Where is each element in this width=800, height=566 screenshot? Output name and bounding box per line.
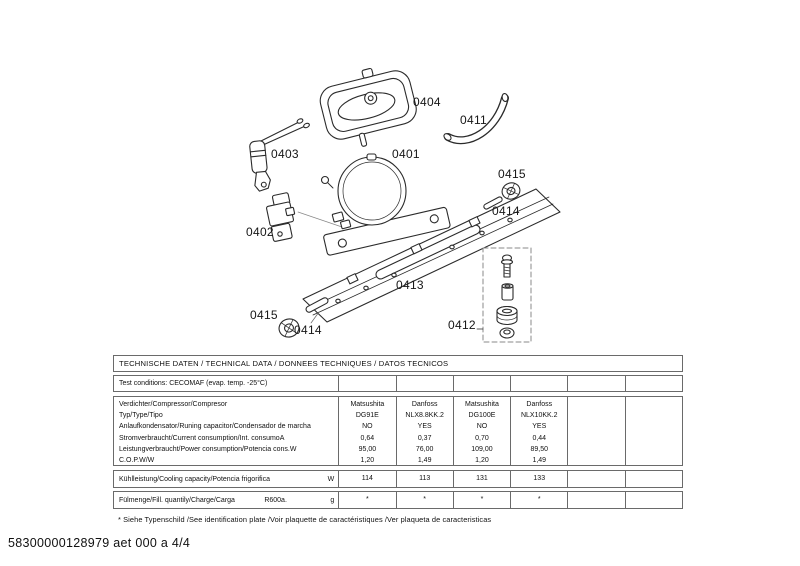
table-cell: 0,70	[475, 434, 489, 442]
table-column-3	[453, 397, 510, 465]
table-cell	[626, 421, 682, 432]
table-cell	[568, 421, 624, 432]
cooling-capacity-label: Kühlleistung/Cooling capacity/Potencia frigorifica	[119, 475, 270, 483]
table-cell: *	[423, 496, 427, 503]
table-cell: 1,20	[360, 456, 375, 464]
table-title: TECHNISCHE DATEN / TECHNICAL DATA / DONNEES TECHNIQUES / DATOS TECNICOS	[119, 358, 449, 368]
table-cell: NLX10KK.2	[520, 412, 558, 420]
fill-unit: g	[330, 496, 335, 504]
part-label-0415b: 0415	[250, 308, 278, 322]
table-cell	[568, 443, 624, 454]
table-cell: 1,49	[532, 456, 547, 464]
table-cell: 131	[476, 475, 488, 482]
refrigerant-type: R600a.	[264, 496, 287, 504]
row-label: Stromverbraucht/Current consumption/Int. consumo A	[119, 434, 285, 442]
table-cell: *	[480, 496, 484, 503]
technical-data-table	[113, 355, 683, 523]
table-cell	[625, 376, 682, 391]
table-cell: NLX8.8KK.2	[405, 412, 444, 420]
table-cell: 109,00	[471, 445, 493, 453]
row-label-column	[114, 397, 338, 465]
table-cell: 0,64	[360, 434, 375, 442]
table-cell	[453, 376, 510, 391]
test-conditions-box	[113, 375, 683, 392]
table-cell	[626, 454, 682, 465]
table-cell: Danfoss	[526, 401, 553, 408]
table-cell: 0,37	[417, 434, 432, 442]
cooling-unit: W	[327, 475, 335, 483]
table-cell: *	[366, 496, 369, 503]
table-cell	[510, 376, 567, 391]
part-label-0413: 0413	[396, 278, 424, 292]
part-label-0415: 0415	[498, 167, 526, 181]
table-column-2	[396, 397, 453, 465]
table-cell: NO	[476, 423, 488, 431]
part-label-0403: 0403	[271, 147, 299, 161]
evaporation-tray-icon	[315, 60, 422, 154]
part-label-0411: 0411	[460, 113, 488, 127]
part-label-0404: 0404	[413, 95, 441, 109]
fill-quantity-row	[113, 491, 683, 509]
table-cell	[626, 399, 682, 410]
row-label: Verdichter/Compressor/Compresor	[119, 401, 228, 408]
table-cell	[568, 399, 624, 410]
table-cell: Danfoss	[411, 401, 438, 408]
part-label-0412: 0412	[448, 318, 476, 332]
table-cell: 113	[419, 475, 431, 482]
document-id: 58300000128979 aet 000 a 4/4	[8, 536, 191, 550]
table-cell: 133	[533, 475, 546, 482]
part-label-0414: 0414	[492, 204, 520, 218]
row-label: Leistungverbraucht/Power consumption/Potencia cons. W	[119, 445, 297, 453]
table-cell	[626, 432, 682, 443]
table-cell: 1,20	[475, 456, 489, 464]
table-cell	[396, 376, 453, 391]
mounting-rail-icon	[303, 189, 560, 322]
table-column-4	[510, 397, 567, 465]
table-cell	[626, 443, 682, 454]
row-label: Typ/Type/Tipo	[119, 412, 163, 420]
table-column-6	[625, 397, 682, 465]
mounting-kit-icon	[477, 248, 531, 342]
table-cell	[626, 410, 682, 421]
table-cell: 76,00	[415, 445, 434, 453]
table-cell: DG100E	[468, 412, 496, 420]
table-title-box	[113, 355, 683, 372]
table-cell: *	[537, 496, 541, 503]
table-cell: DG91E	[355, 412, 379, 420]
row-label: C.O.P. W/W	[119, 456, 155, 464]
table-column-5	[567, 397, 624, 465]
table-cell: 1,49	[417, 456, 432, 464]
part-label-0414b: 0414	[294, 323, 322, 337]
table-cell	[568, 454, 624, 465]
table-footnote: * Siehe Typenschild /See identification plate /Voir plaquette de caractéristiques /Ver plaqueta de caracteristicas	[118, 515, 492, 524]
part-label-0401: 0401	[392, 147, 420, 161]
part-label-0402: 0402	[246, 225, 274, 239]
table-cell	[568, 410, 624, 421]
table-cell	[338, 376, 395, 391]
table-cell: 89,50	[530, 445, 549, 453]
table-column-1	[338, 397, 395, 465]
table-cell: Matsushita	[350, 401, 385, 408]
table-cell: YES	[417, 423, 432, 431]
compressor-data-box	[113, 396, 683, 466]
table-cell: YES	[532, 423, 547, 431]
test-conditions-label: Test conditions: CECOMAF (evap. temp. -25°C)	[119, 380, 268, 387]
cooling-capacity-row	[113, 470, 683, 488]
fill-quantity-label: Fülmenge/Fill. quantily/Charge/Carga	[119, 496, 235, 504]
table-cell: 95,00	[358, 445, 377, 453]
table-cell: Matsushita	[465, 401, 499, 408]
table-cell: 114	[361, 475, 373, 482]
table-cell: NO	[362, 423, 373, 431]
row-label: Anlaufkondensator/Runing capacitor/Condensador de marcha	[119, 423, 311, 431]
table-cell	[567, 376, 624, 391]
table-cell	[568, 432, 624, 443]
table-cell: 0,44	[532, 434, 547, 442]
